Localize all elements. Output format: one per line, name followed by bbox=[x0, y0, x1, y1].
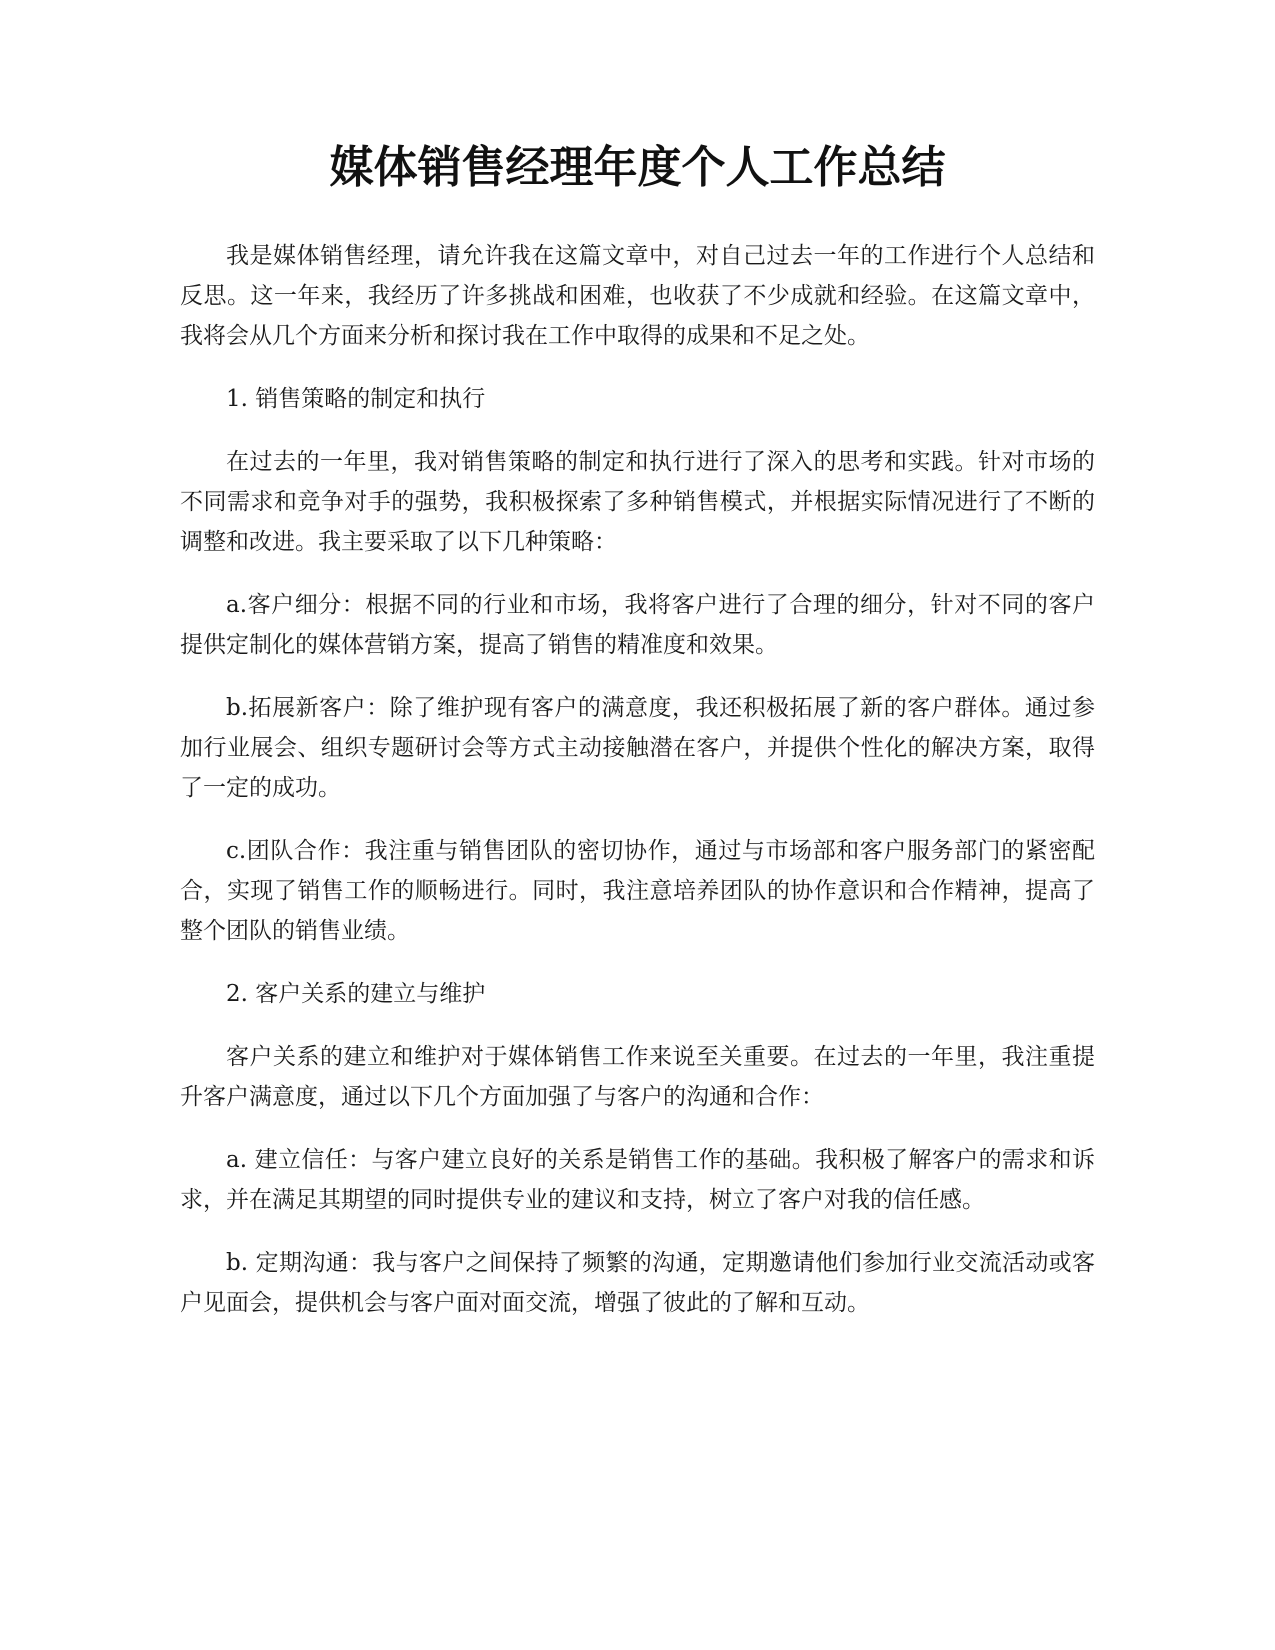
paragraph: 在过去的一年里，我对销售策略的制定和执行进行了深入的思考和实践。针对市场的不同需求和竞争对手的强势，我积极探索了多种销售模式，并根据实际情况进行了不断的调整和改进。我主要采取了以下几种策略： bbox=[180, 449, 1095, 555]
page-title: 媒体销售经理年度个人工作总结 bbox=[329, 142, 946, 193]
list-item-paragraph: a.客户细分：根据不同的行业和市场，我将客户进行了合理的细分，针对不同的客户提供定制化的媒体营销方案，提高了销售的精准度和效果。 bbox=[180, 592, 1095, 658]
intro-paragraph: 我是媒体销售经理，请允许我在这篇文章中，对自己过去一年的工作进行个人总结和反思。这一年来，我经历了许多挑战和困难，也收获了不少成就和经验。在这篇文章中，我将会从几个方面来分析和探讨我在工作中取得的成果和不足之处。 bbox=[180, 243, 1095, 349]
list-item-paragraph: b. 定期沟通：我与客户之间保持了频繁的沟通，定期邀请他们参加行业交流活动或客户见面会，提供机会与客户面对面交流，增强了彼此的了解和互动。 bbox=[180, 1250, 1095, 1316]
list-item-paragraph: a. 建立信任：与客户建立良好的关系是销售工作的基础。我积极了解客户的需求和诉求，并在满足其期望的同时提供专业的建议和支持，树立了客户对我的信任感。 bbox=[180, 1147, 1095, 1213]
document-page bbox=[180, 140, 1095, 1346]
paragraph: 客户关系的建立和维护对于媒体销售工作来说至关重要。在过去的一年里，我注重提升客户满意度，通过以下几个方面加强了与客户的沟通和合作： bbox=[180, 1044, 1095, 1110]
list-item-paragraph: b.拓展新客户：除了维护现有客户的满意度，我还积极拓展了新的客户群体。通过参加行业展会、组织专题研讨会等方式主动接触潜在客户，并提供个性化的解决方案，取得了一定的成功。 bbox=[180, 695, 1095, 801]
section-heading-2: 2. 客户关系的建立与维护 bbox=[226, 981, 486, 1007]
section-heading-1: 1. 销售策略的制定和执行 bbox=[226, 386, 486, 412]
list-item-paragraph: c.团队合作：我注重与销售团队的密切协作，通过与市场部和客户服务部门的紧密配合，实现了销售工作的顺畅进行。同时，我注意培养团队的协作意识和合作精神，提高了整个团队的销售业绩。 bbox=[180, 838, 1095, 944]
